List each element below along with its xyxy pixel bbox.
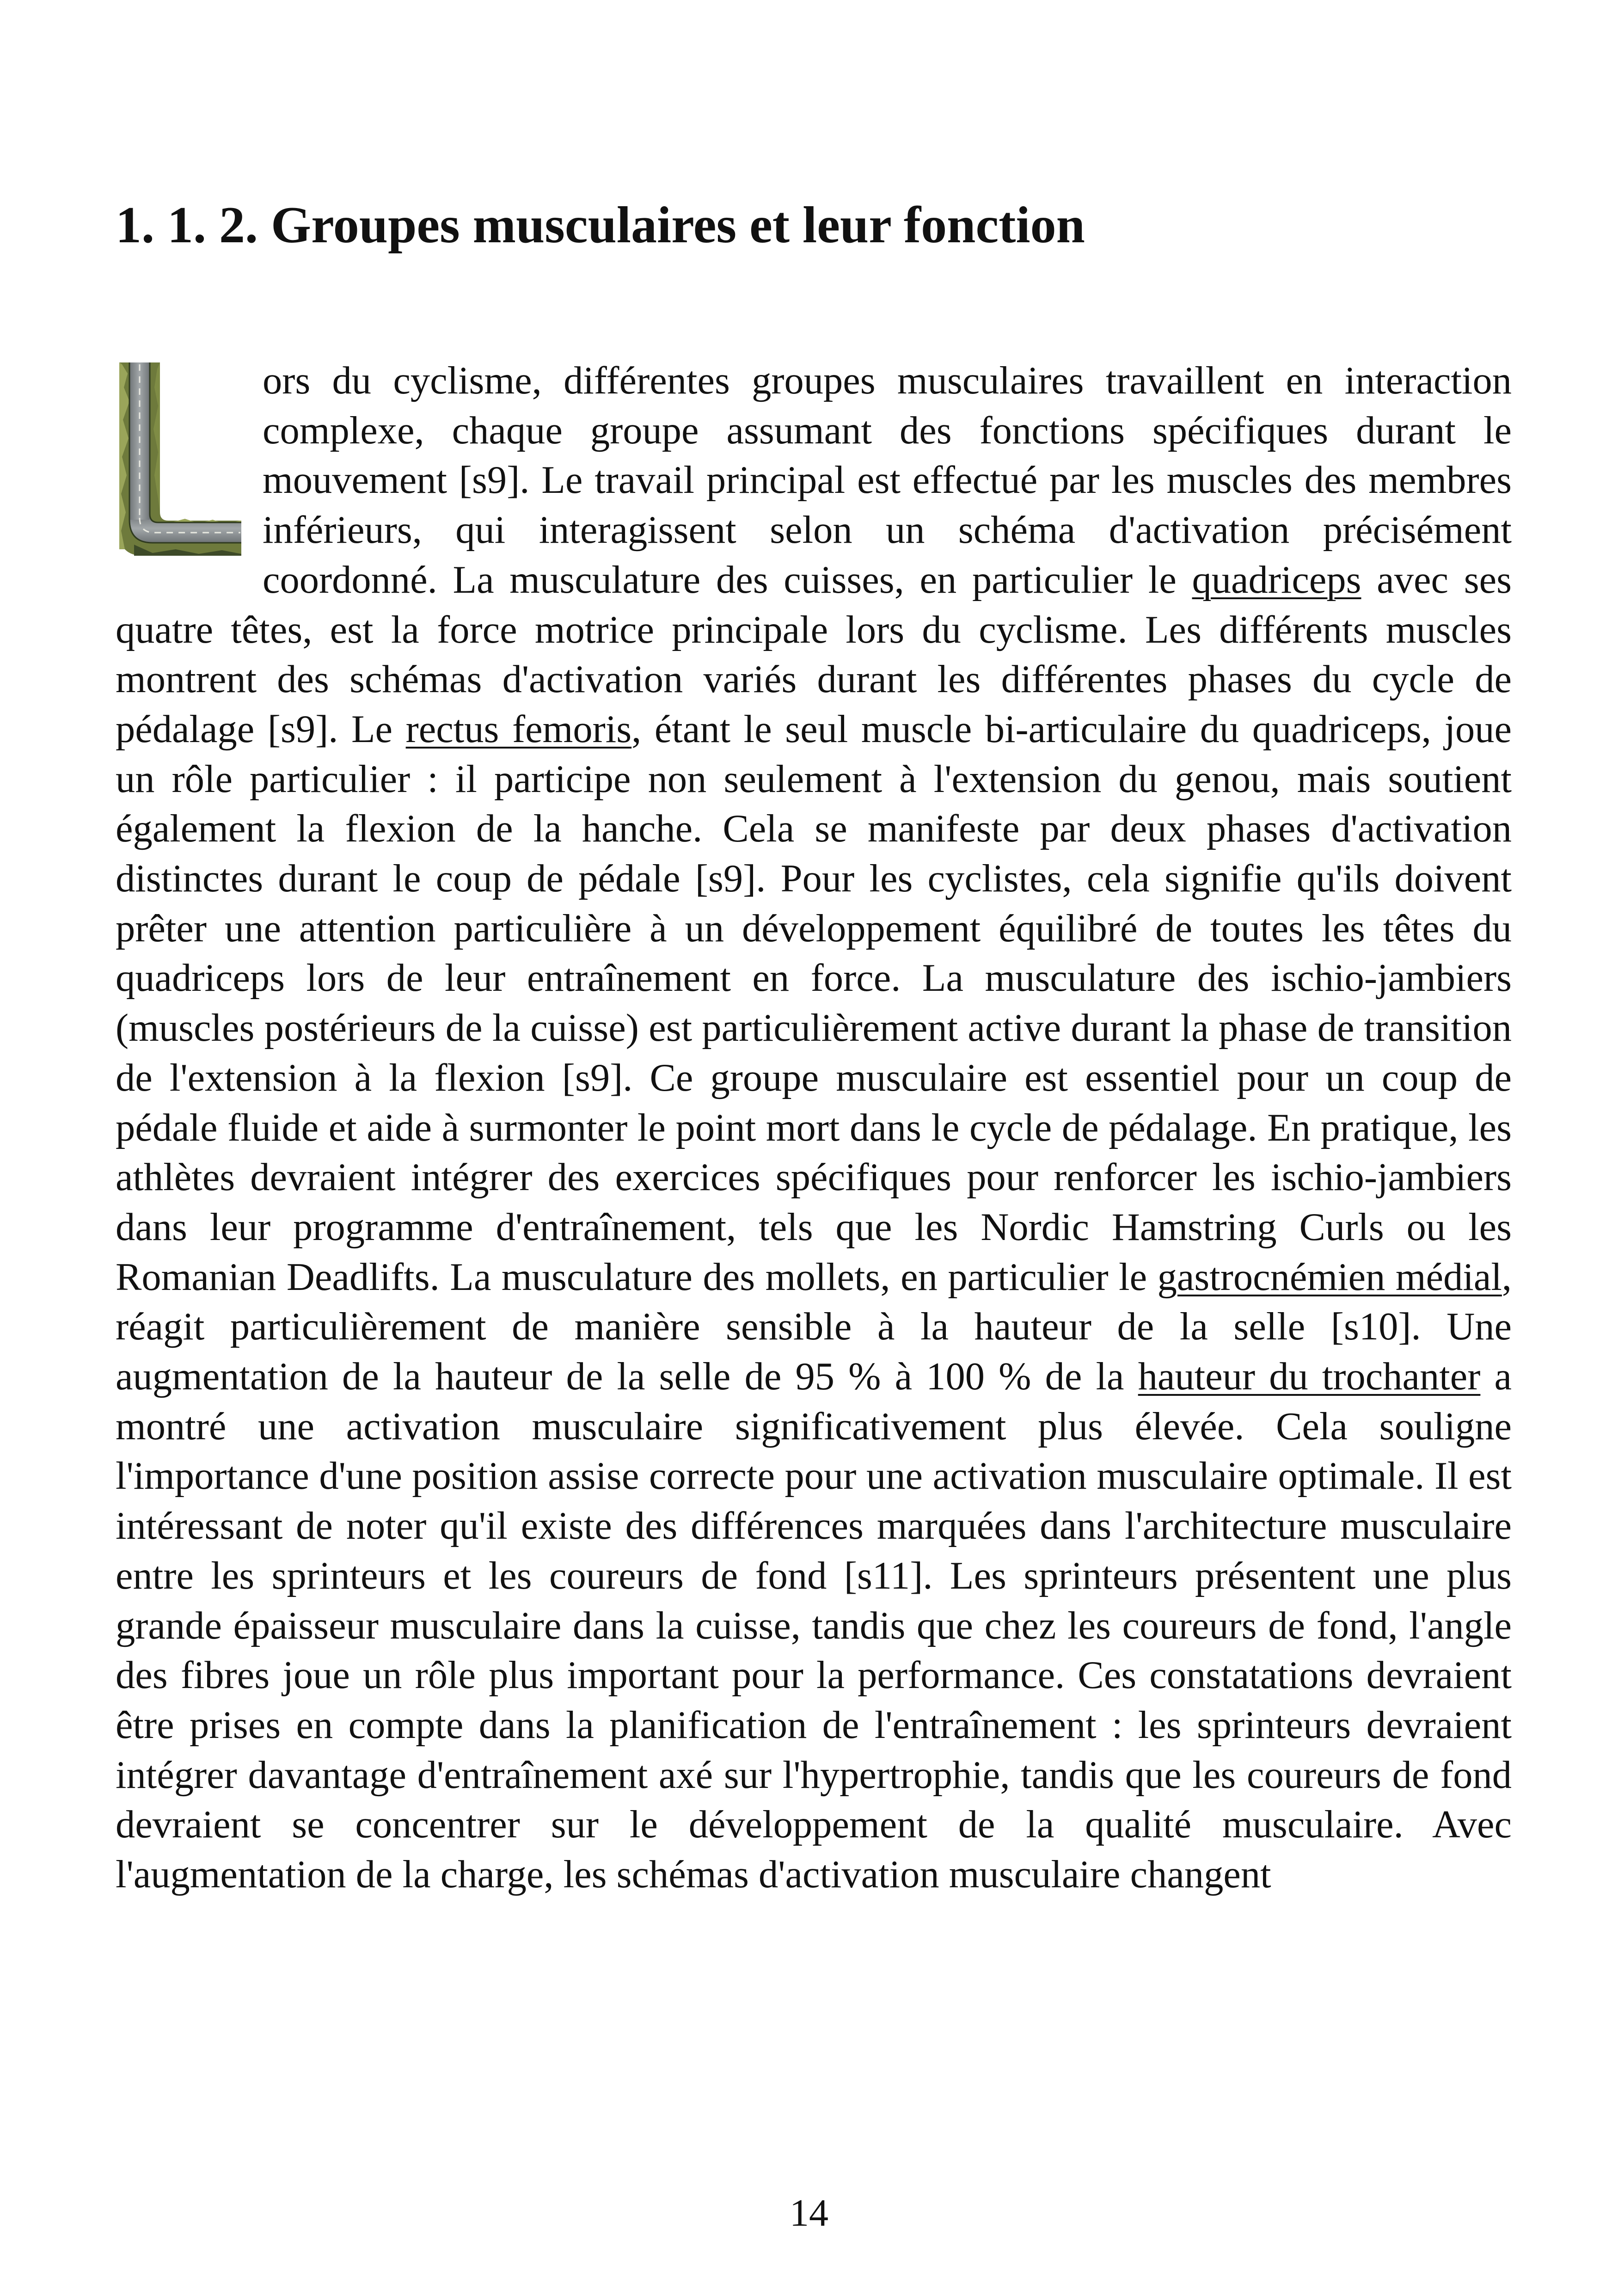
link-quadriceps[interactable]: quadriceps [1192,558,1361,602]
page-number: 14 [790,2192,828,2235]
link-hauteur-du-trochanter[interactable]: hauteur du trochanter [1138,1355,1481,1399]
body-paragraph: ors du cyclisme, différentes groupes musculaires travaillent en interaction complexe, chaque groupe assumant des fonctions spécifiques durant le mouvement [s9]. Le travail principal est effectué par les muscles des membres inférieurs, qui interagissent selon un schéma d'activation précisément coordonné. La musculature des cuisses, en particulier le quadriceps avec ses quatre têtes, est la force motrice principale lors du cyclisme. Les différents muscles montrent des schémas d'activation variés durant les différentes phases du cycle de pédalage [s9]. Le rectus femoris, étant le seul muscle bi-articulaire du quadriceps, joue un rôle particulier : il participe non seulement à l'extension du genou, mais soutient également la flexion de la hanche. Cela se manifeste par deux phases d'activation distinctes durant le coup de pédale [s9]. Pour les cyclistes, cela signifie qu'ils doivent prêter une attention particulière à un développement équilibré de toutes les têtes du quadriceps lors de leur entraînement en force. La musculature des ischio-jambiers (muscles postérieurs de la cuisse) est particulièrement active durant la phase de transition de l'extension à la flexion [s9]. Ce groupe musculaire est essentiel pour un coup de pédale fluide et aide à surmonter le point mort dans le cycle de pédalage. En pratique, les athlètes devraient intégrer des exercices spécifiques pour renforcer les ischio-jambiers dans leur programme d'entraînement, tels que les Nordic Hamstring Curls ou les Romanian Deadlifts. La musculature des mollets, en particulier le gastrocnémien médial, réagit particulièrement de manière sensible à la hauteur de la selle [s10]. Une augmentation de la hauteur de la selle de 95 % à 100 % de la hauteur du trochanter a montré une activation musculaire significativement plus élevée. Cela souligne l'importance d'une position assise correcte pour une activation musculaire optimale. Il est intéressant de noter qu'il existe des différences marquées dans l'architecture musculaire entre les sprinteurs et les coureurs de fond [s11]. Les sprinteurs présentent une plus grande épaisseur musculaire dans la cuisse, tandis que chez les coureurs de fond, l'angle des fibres joue un rôle plus important pour la performance. Ces constatations devraient être prises en compte dans la planification de l'entraînement : les sprinteurs devraient intégrer davantage d'entraînement axé sur l'hypertrophie, tandis que les coureurs de fond devraient se concentrer sur le développement de la qualité musculaire. Avec l'augmentation de la charge, les schémas d'activation musculaire changent [116,359,1512,1897]
link-rectus-femoris[interactable]: rectus femoris [405,707,632,751]
link-gastrocnemien-medial[interactable]: gastrocnémien médial [1157,1255,1502,1299]
road-letter-l-icon [116,360,245,559]
section-heading: 1. 1. 2. Groupes musculaires et leur fonction [116,196,1085,254]
